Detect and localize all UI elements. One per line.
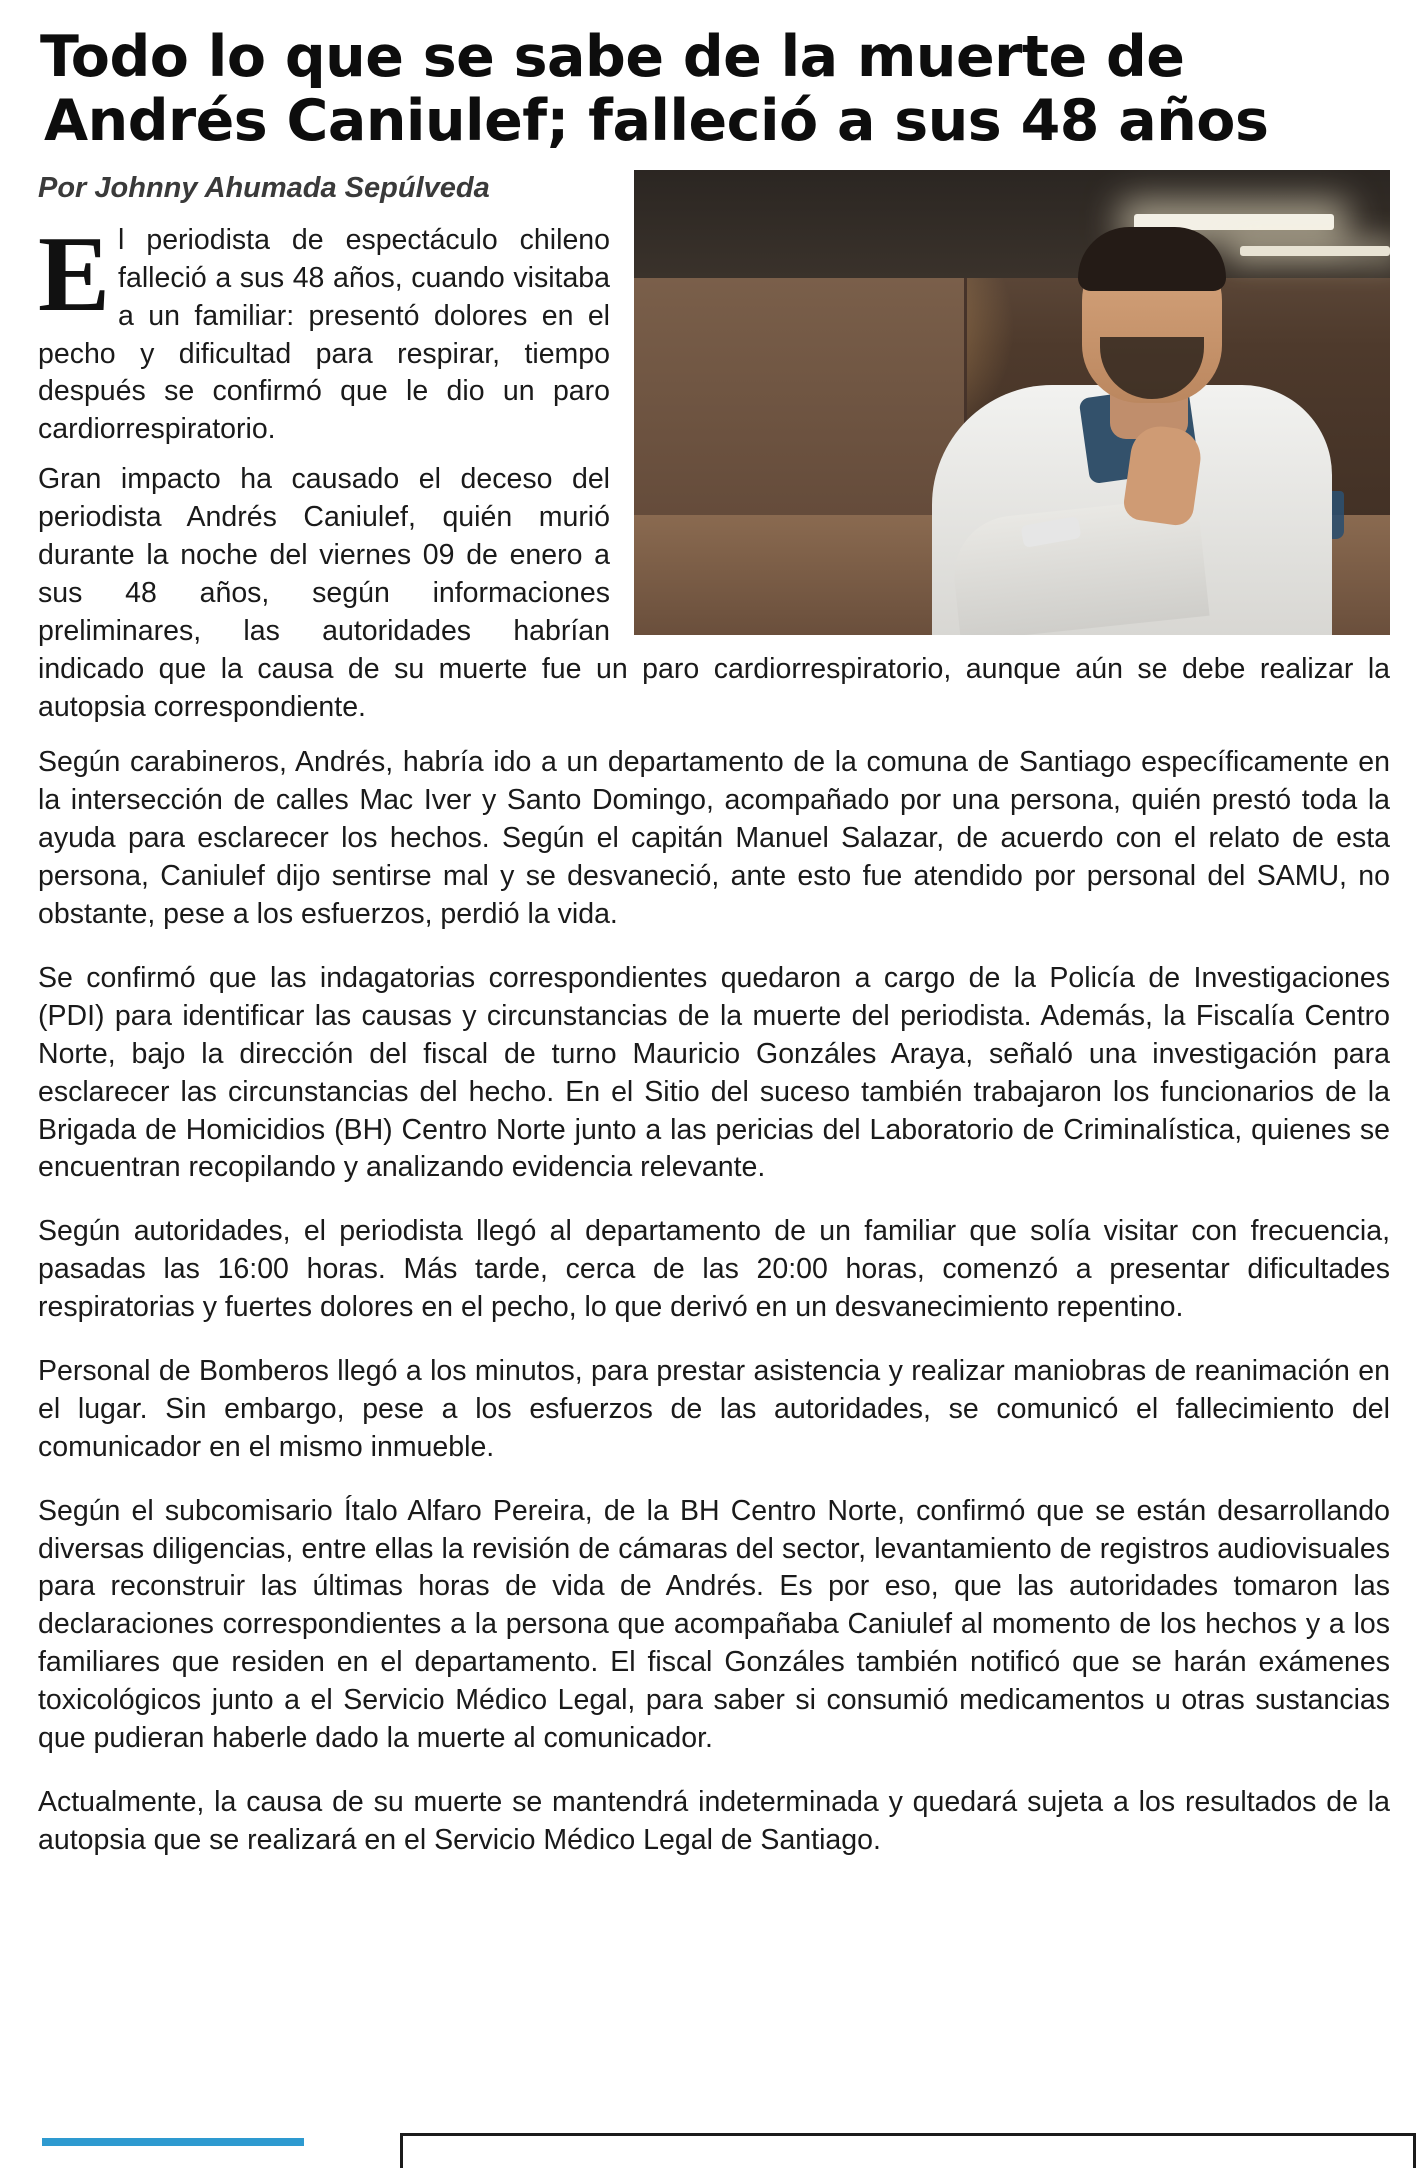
article-photo xyxy=(634,170,1390,635)
page-title: Todo lo que se sabe de la muerte de Andrés Caniulef; falleció a sus 48 años xyxy=(40,24,1269,154)
paragraph-7: Actualmente, la causa de su muerte se mantendrá indeterminada y quedará sujeta a los resultados de la autopsia que se realizará en el Servicio Médico Legal de Santiago. xyxy=(38,1785,1390,1856)
paragraph-1: Gran impacto ha causado el deceso del periodista Andrés Caniulef, quién murió durante la noche del viernes 09 de enero a sus 48 años, según informaciones preliminares, las autoridades habrían indicado que la causa de su muerte fue un paro cardiorrespiratorio, aunque aún se debe realizar la autopsia correspondiente. xyxy=(38,463,1390,723)
photo-subject xyxy=(914,225,1344,635)
drop-cap: E xyxy=(38,214,111,334)
paragraph-6: Según el subcomisario Ítalo Alfaro Pereira, de la BH Centro Norte, confirmó que se están desarrollando diversas diligencias, entre ellas la revisión de cámaras del sector, levantamiento de registros audiovisuales para reconstruir las últimas horas de vida de Andrés. Es por eso, que las autoridades tomaron las declaraciones correspondientes a la persona que acompañaba Caniulef al momento de los hechos y a los familiares que residen en el departamento. El fiscal Gonzáles también notificó que se harán exámenes toxicológicos junto a el Servicio Médico Legal, para saber si consumió medicamentos u otras sustancias que pudieran haberle dado la muerte al comunicador. xyxy=(38,1494,1390,1754)
photo-subject-hair xyxy=(1078,227,1226,291)
lead-text: l periodista de espectáculo chileno falleció a sus 48 años, cuando visitaba a un familiar: presentó dolores en el pecho y dificultad para respirar, tiempo después se confirmó que le dio un paro cardiorrespiratorio. xyxy=(38,223,610,446)
footer-accent-bar xyxy=(42,2138,304,2146)
footer-outline-box xyxy=(400,2133,1416,2168)
paragraph-3: Se confirmó que las indagatorias correspondientes quedaron a cargo de la Policía de Investigaciones (PDI) para identificar las causas y circunstancias de la muerte del periodista. Además, la Fiscalía Centro Norte, bajo la dirección del fiscal de turno Mauricio Gonzáles Araya, señaló una investigación para esclarecer las circunstancias del hecho. En el Sitio del suceso también trabajaron los funcionarios de la Brigada de Homicidios (BH) Centro Norte junto a las pericias del Laboratorio de Criminalística, quienes se encuentran recopilando y analizando evidencia relevante. xyxy=(38,961,1390,1184)
paragraph-2: Según carabineros, Andrés, habría ido a un departamento de la comuna de Santiago específicamente en la intersección de calles Mac Iver y Santo Domingo, acompañado por una persona, quién prestó toda la ayuda para esclarecer los hechos. Según el capitán Manuel Salazar, de acuerdo con el relato de esta persona, Caniulef dijo sentirse mal y se desvaneció, ante esto fue atendido por personal del SAMU, no obstante, pese a los esfuerzos, perdió la vida. xyxy=(38,746,1390,931)
paragraph-4: Según autoridades, el periodista llegó al departamento de un familiar que solía visitar con frecuencia, pasadas las 16:00 horas. Más tarde, cerca de las 20:00 horas, comenzó a presentar dificultades respiratorias y fuertes dolores en el pecho, lo que derivó en un desvanecimiento repentino. xyxy=(38,1215,1390,1324)
paragraph-5: Personal de Bomberos llegó a los minutos, para prestar asistencia y realizar maniobras de reanimación en el lugar. Sin embargo, pese a los esfuerzos de las autoridades, se comunicó el fallecimiento del comunicador en el mismo inmueble. xyxy=(38,1354,1390,1463)
page-footer xyxy=(0,2124,1428,2168)
byline: Por Johnny Ahumada Sepúlveda xyxy=(38,171,490,204)
